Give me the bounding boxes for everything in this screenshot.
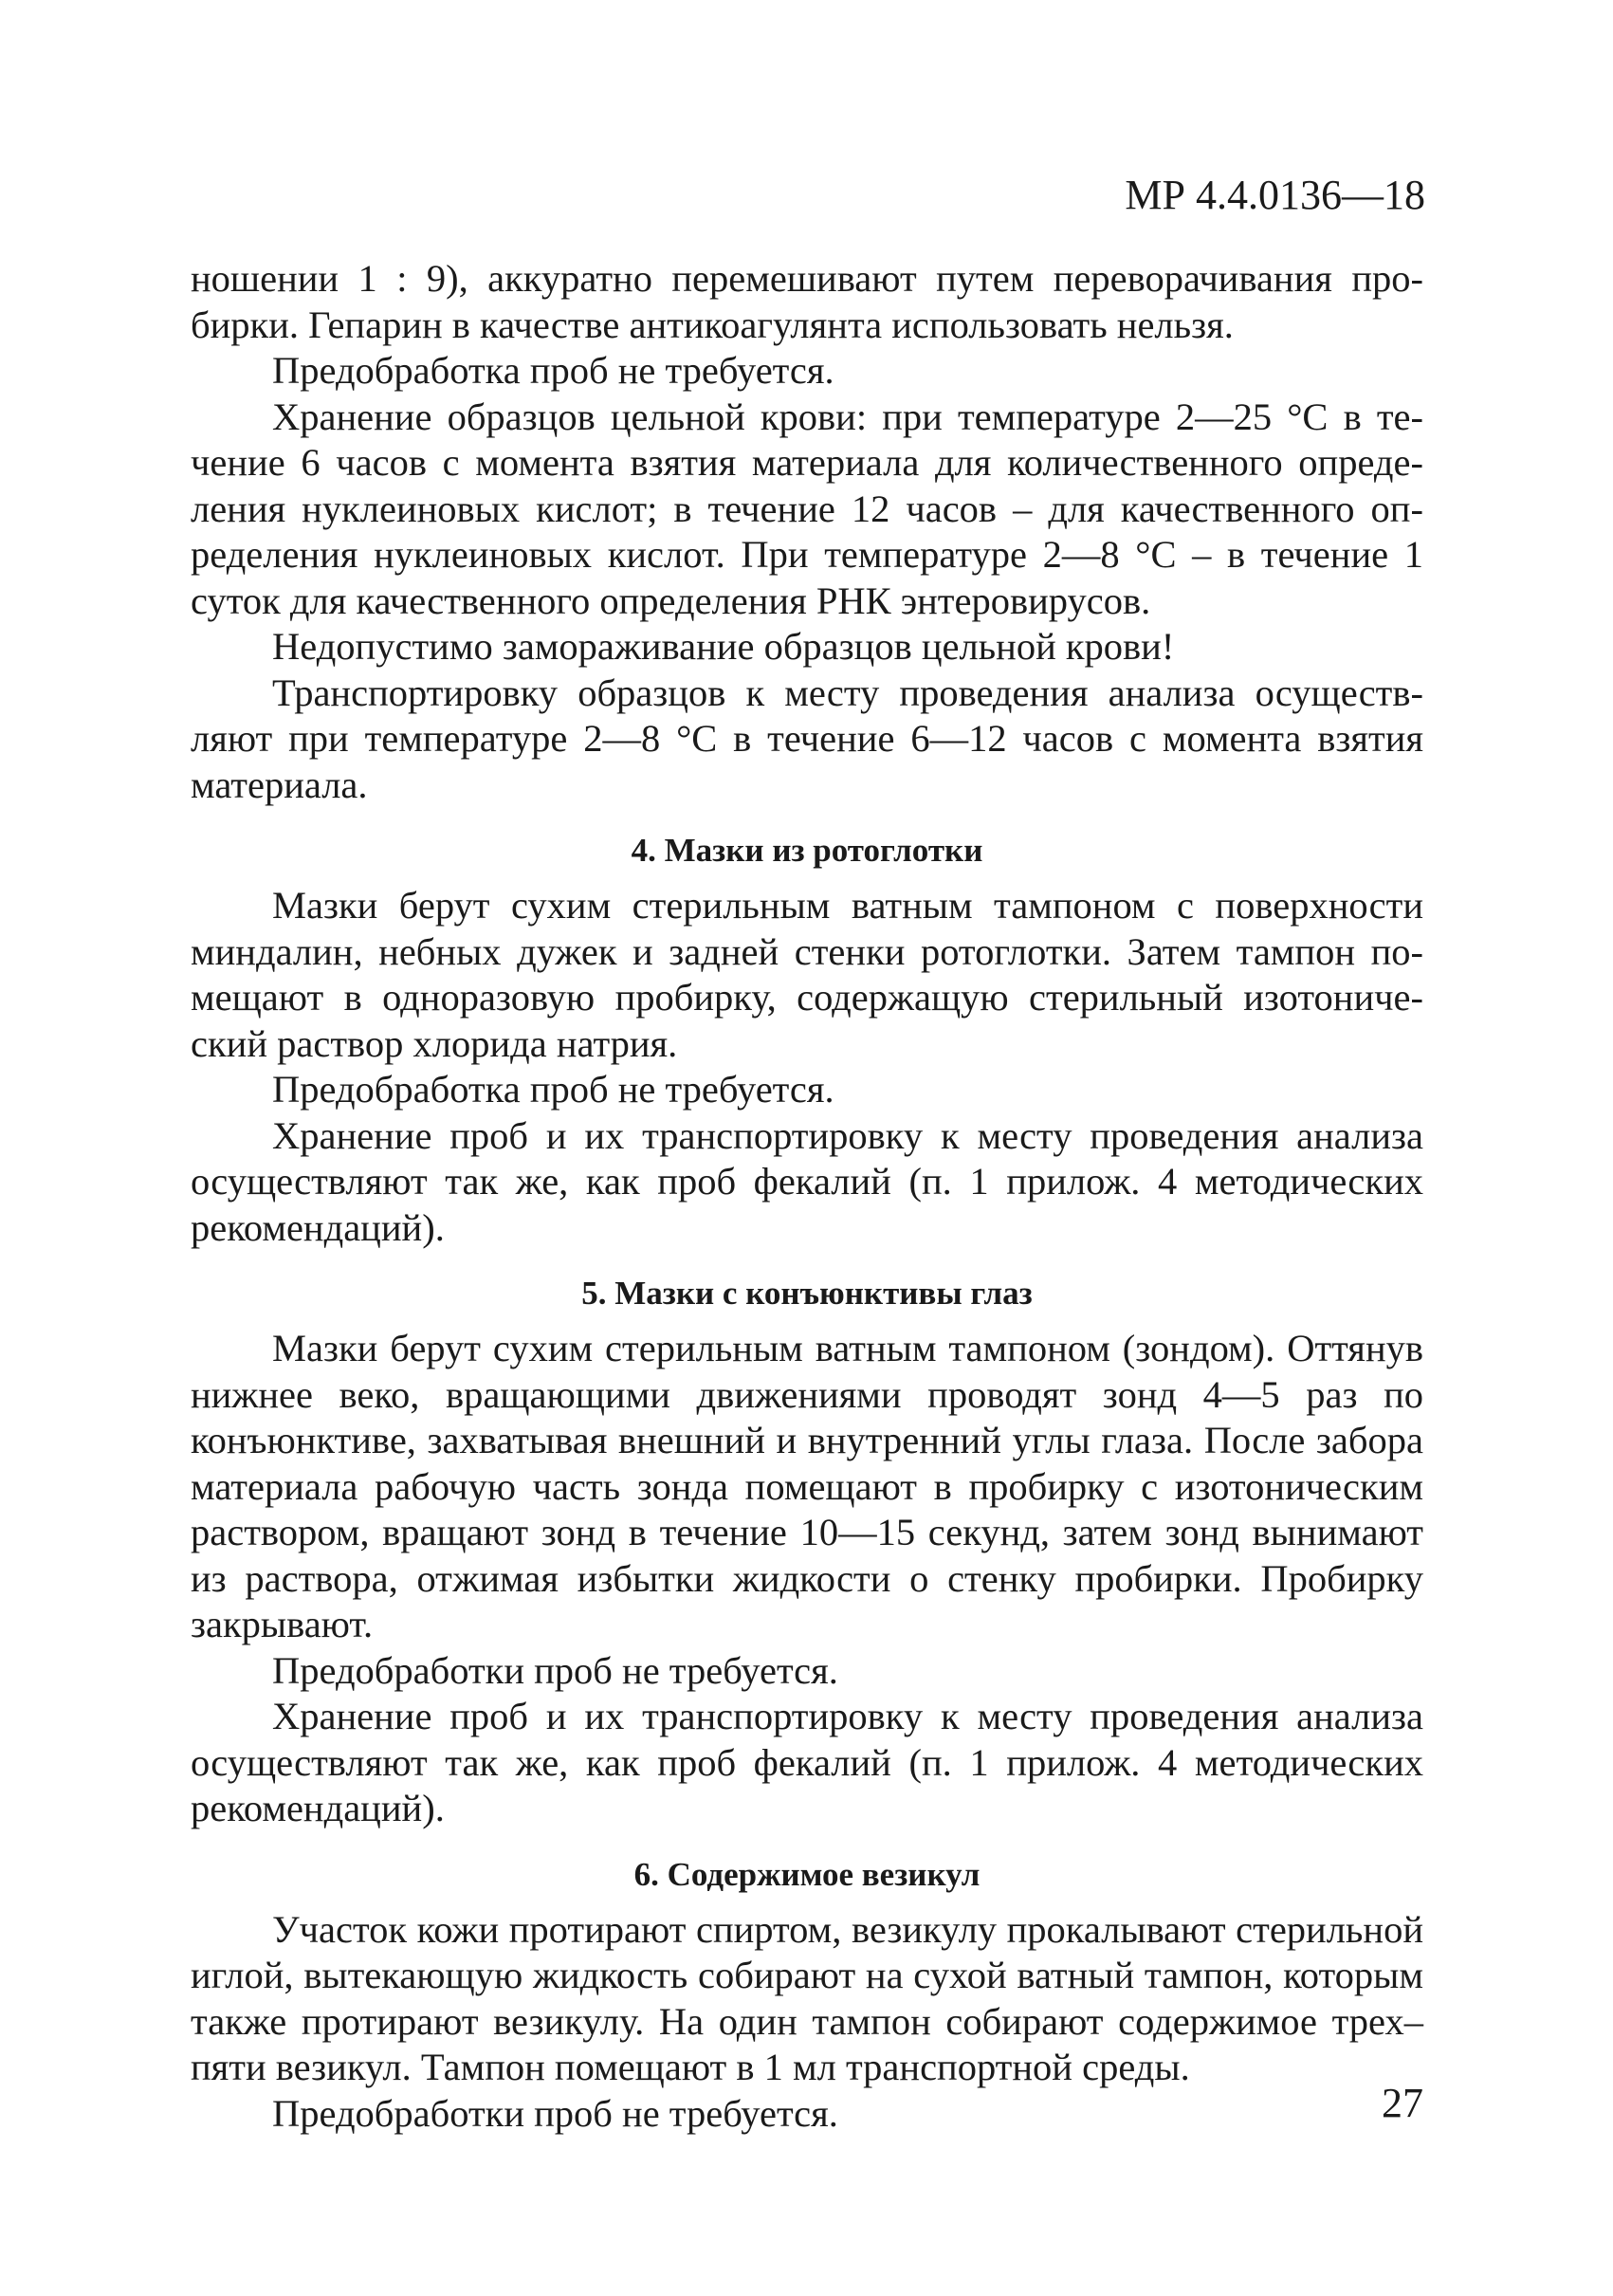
document-code: МР 4.4.0136—18 [1125, 172, 1425, 218]
paragraph-pretreatment-throat: Предобработка проб не требуется. [272, 1068, 834, 1111]
section-heading-6: 6. Содержимое везикул [633, 1855, 981, 1893]
paragraph-pretreatment-blood: Предобработка проб не требуется. [272, 349, 834, 392]
paragraph-pretreatment-conjunctiva: Предобработки проб не требуется. [272, 1648, 838, 1692]
paragraph-transport-blood: Транспортировку образцов к месту проведения анализа осуществляют при температуре 2—8 °С в течение 6—12 часов с момента взятия материала. [191, 670, 1423, 806]
paragraph-storage-conjunctiva: Хранение проб и их транспортировку к месту проведения анализа осуществляют так же, как проб фекалий (п. 1 прилож. 4 методических рекомендаций). [191, 1695, 1423, 1829]
paragraph-no-freezing: Недопустимо замораживание образцов цельной крови! [272, 625, 1175, 668]
section-heading-5: 5. Мазки с конъюнктивы глаз [581, 1275, 1033, 1312]
paragraph-storage-blood: Хранение образцов цельной крови: при температуре 2—25 °С в течение 6 часов с момента взятия материала для количественного определения нуклеиновых кислот; в течение 12 часов – для качественного определения нуклеиновых кислот. При температуре 2—8 °С – в течение 1 суток для качественного определения РНК энтеровирусов. [191, 395, 1423, 622]
paragraph-conjunctiva-swab: Мазки берут сухим стерильным ватным тампоном (зондом). Оттянув нижнее веко, вращающими движениями проводят зонд 4—5 раз по конъюнктиве, захватывая внешний и внутренний углы глаза. После забора материала рабочую часть зонда помещают в пробирку с изотоническим раствором, вращают зонд в течение 10—15 секунд, затем зонд вынимают из раствора, отжимая избытки жидкости о стенку пробирки. Пробирку закрывают. [191, 1327, 1423, 1645]
body-text [191, 256, 1423, 2137]
page-number: 27 [1382, 2080, 1423, 2126]
paragraph-continuation: ношении 1 : 9), аккуратно перемешивают путем переворачивания пробирки. Гепарин в качестве антикоагулянта использовать нельзя. [191, 257, 1423, 346]
paragraph-throat-swab: Мазки берут сухим стерильным ватным тампоном с поверхности миндалин, небных дужек и задней стенки ротоглотки. Затем тампон помещают в одноразовую пробирку, содержащую стерильный изотонический раствор хлорида натрия. [191, 884, 1423, 1065]
paragraph-vesicle-content: Участок кожи протирают спиртом, везикулу прокалывают стерильной иглой, вытекающую жидкость собирают на сухой ватный тампон, которым также протирают везикулу. На один тампон собирают содержимое трех–пяти везикул. Тампон помещают в 1 мл транспортной среды. [191, 1907, 1423, 2088]
paragraph-pretreatment-vesicle: Предобработки проб не требуется. [272, 2091, 838, 2135]
section-heading-4: 4. Мазки из ротоглотки [631, 832, 983, 869]
paragraph-storage-throat: Хранение проб и их транспортировку к месту проведения анализа осуществляют так же, как проб фекалий (п. 1 прилож. 4 методических рекомендаций). [191, 1113, 1423, 1249]
